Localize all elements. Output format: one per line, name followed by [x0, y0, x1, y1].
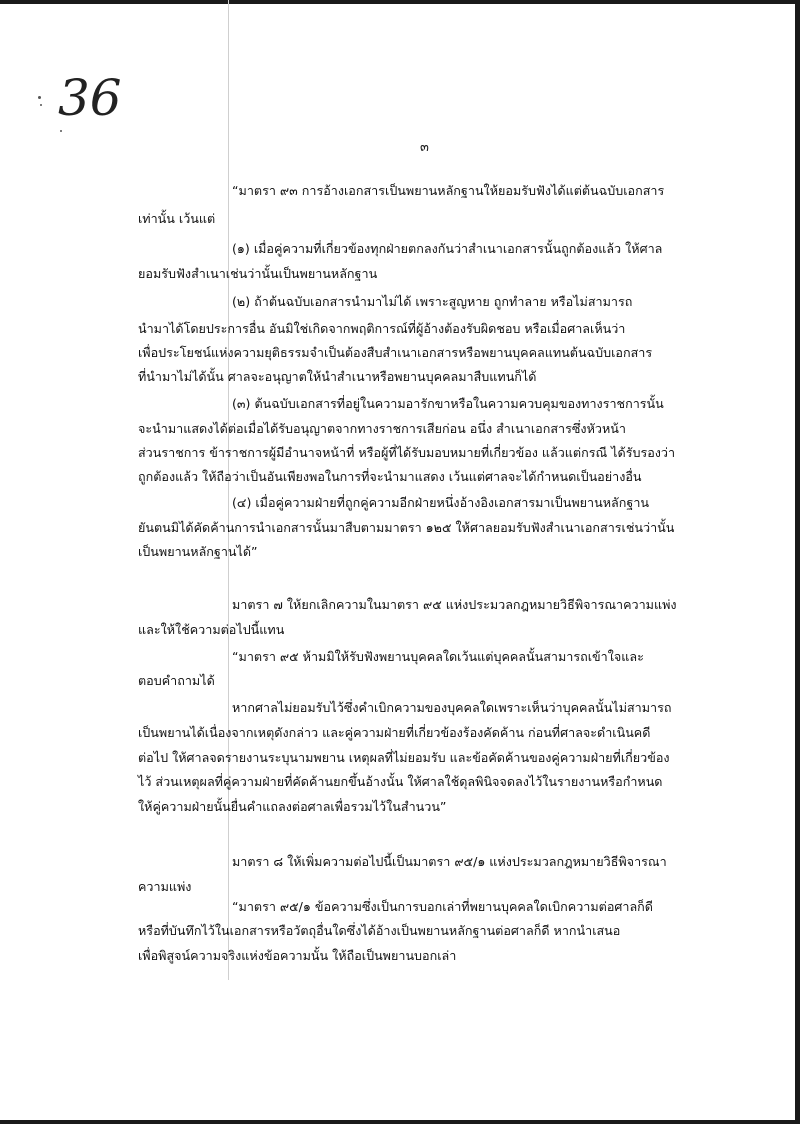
text-line: ถูกต้องแล้ว ให้ถือว่าเป็นอันเพียงพอในการที่จะนำมาแสดง เว้นแต่ศาลจะได้กำหนดเป็นอย่างอื่น: [138, 469, 642, 484]
text-line: เพื่อประโยชน์แห่งความยุติธรรมจำเป็นต้องสืบสำเนาเอกสารหรือพยานบุคคลแทนต้นฉบับเอกสาร: [138, 345, 653, 360]
text-line: ความแพ่ง: [138, 879, 192, 894]
text-line: จะนำมาแสดงได้ต่อเมื่อได้รับอนุญาตจากทางราชการเสียก่อน อนึ่ง สำเนาเอกสารซึ่งหัวหน้า: [138, 421, 626, 436]
paragraph-start: หากศาลไม่ยอมรับไว้ซึ่งคำเบิกความของบุคคลใดเพราะเห็นว่าบุคคลนั้นไม่สามารถ: [232, 700, 672, 715]
text-line: ตอบคำถามได้: [138, 673, 215, 688]
text-line: เพื่อพิสูจน์ความจริงแห่งข้อความนั้น ให้ถือเป็นพยานบอกเล่า: [138, 948, 457, 963]
text-line: ต่อไป ให้ศาลจดรายงานระบุนามพยาน เหตุผลที่ไม่ยอมรับ และข้อคัดค้านของคู่ความฝ่ายที่เกี่ยวข้อง: [138, 750, 670, 765]
page-number: ๓: [420, 140, 429, 155]
section-95-heading: “มาตรา ๙๕ ห้ามมิให้รับฟังพยานบุคคลใดเว้นแต่บุคคลนั้นสามารถเข้าใจและ: [232, 649, 644, 664]
text-line: ไว้ ส่วนเหตุผลที่คู่ความฝ่ายที่คัดค้านยกขึ้นอ้างนั้น ให้ศาลใช้ดุลพินิจจดลงไว้ในรายงานหรือกำหนด: [138, 774, 663, 789]
text-line: ส่วนราชการ ข้าราชการผู้มีอำนาจหน้าที่ หรือผู้ที่ได้รับมอบหมายที่เกี่ยวข้อง แล้วแต่กรณี ได้รับรองว่า: [138, 445, 676, 460]
text-line: ยอมรับฟังสำเนาเช่นว่านั้นเป็นพยานหลักฐาน: [138, 266, 378, 281]
scan-edge-bottom: [0, 1120, 800, 1124]
handwritten-page-mark: 36: [58, 69, 122, 127]
scan-speck: [38, 96, 41, 99]
scan-speck: [40, 104, 42, 106]
text-line: ที่นำมาไม่ได้นั้น ศาลจะอนุญาตให้นำสำเนาหรือพยานบุคคลมาสืบแทนก็ได้: [138, 369, 537, 384]
text-line: เป็นพยานได้เนื่องจากเหตุดังกล่าว และคู่ความฝ่ายที่เกี่ยวข้องร้องคัดค้าน ก่อนที่ศาลจะดำเนินคดี: [138, 725, 651, 740]
text-line: และให้ใช้ความต่อไปนี้แทน: [138, 622, 285, 637]
text-line: ให้คู่ความฝ่ายนั้นยื่นคำแถลงต่อศาลเพื่อรวมไว้ในสำนวน”: [138, 799, 447, 814]
text-line: เป็นพยานหลักฐานได้”: [138, 544, 258, 559]
section-8-heading: มาตรา ๘ ให้เพิ่มความต่อไปนี้เป็นมาตรา ๙๕/๑ แห่งประมวลกฎหมายวิธีพิจารณา: [232, 854, 667, 869]
scan-speck: [60, 130, 62, 132]
clause-2: (๒) ถ้าต้นฉบับเอกสารนำมาไม่ได้ เพราะสูญหาย ถูกทำลาย หรือไม่สามารถ: [232, 294, 633, 309]
text-line: หรือที่บันทึกไว้ในเอกสารหรือวัตถุอื่นใดซึ่งได้อ้างเป็นพยานหลักฐานต่อศาลก็ดี หากนำเสนอ: [138, 923, 621, 938]
section-95-1-heading: “มาตรา ๙๕/๑ ข้อความซึ่งเป็นการบอกเล่าที่พยานบุคคลใดเบิกความต่อศาลก็ดี: [232, 899, 653, 914]
scan-edge-right: [795, 0, 800, 1124]
clause-1: (๑) เมื่อคู่ความที่เกี่ยวข้องทุกฝ่ายตกลงกันว่าสำเนาเอกสารนั้นถูกต้องแล้ว ให้ศาล: [232, 241, 663, 256]
text-line: เท่านั้น เว้นแต่: [138, 211, 216, 226]
clause-3: (๓) ต้นฉบับเอกสารที่อยู่ในความอารักขาหรือในความควบคุมของทางราชการนั้น: [232, 396, 664, 411]
scan-fold-line: [228, 0, 229, 980]
section-7-heading: มาตรา ๗ ให้ยกเลิกความในมาตรา ๙๕ แห่งประมวลกฎหมายวิธีพิจารณาความแพ่ง: [232, 597, 677, 612]
clause-4: (๔) เมื่อคู่ความฝ่ายที่ถูกคู่ความอีกฝ่ายหนึ่งอ้างอิงเอกสารมาเป็นพยานหลักฐาน: [232, 495, 650, 510]
text-line: ยันตนมิได้คัดค้านการนำเอกสารนั้นมาสืบตามมาตรา ๑๒๕ ให้ศาลยอมรับฟังสำเนาเอกสารเช่นว่านั้น: [138, 520, 675, 535]
scan-edge-top: [0, 0, 800, 4]
text-line: นำมาได้โดยประการอื่น อันมิใช่เกิดจากพฤติการณ์ที่ผู้อ้างต้องรับผิดชอบ หรือเมื่อศาลเห็นว่า: [138, 321, 626, 336]
section-93-heading: “มาตรา ๙๓ การอ้างเอกสารเป็นพยานหลักฐานให้ยอมรับฟังได้แต่ต้นฉบับเอกสาร: [232, 183, 665, 198]
